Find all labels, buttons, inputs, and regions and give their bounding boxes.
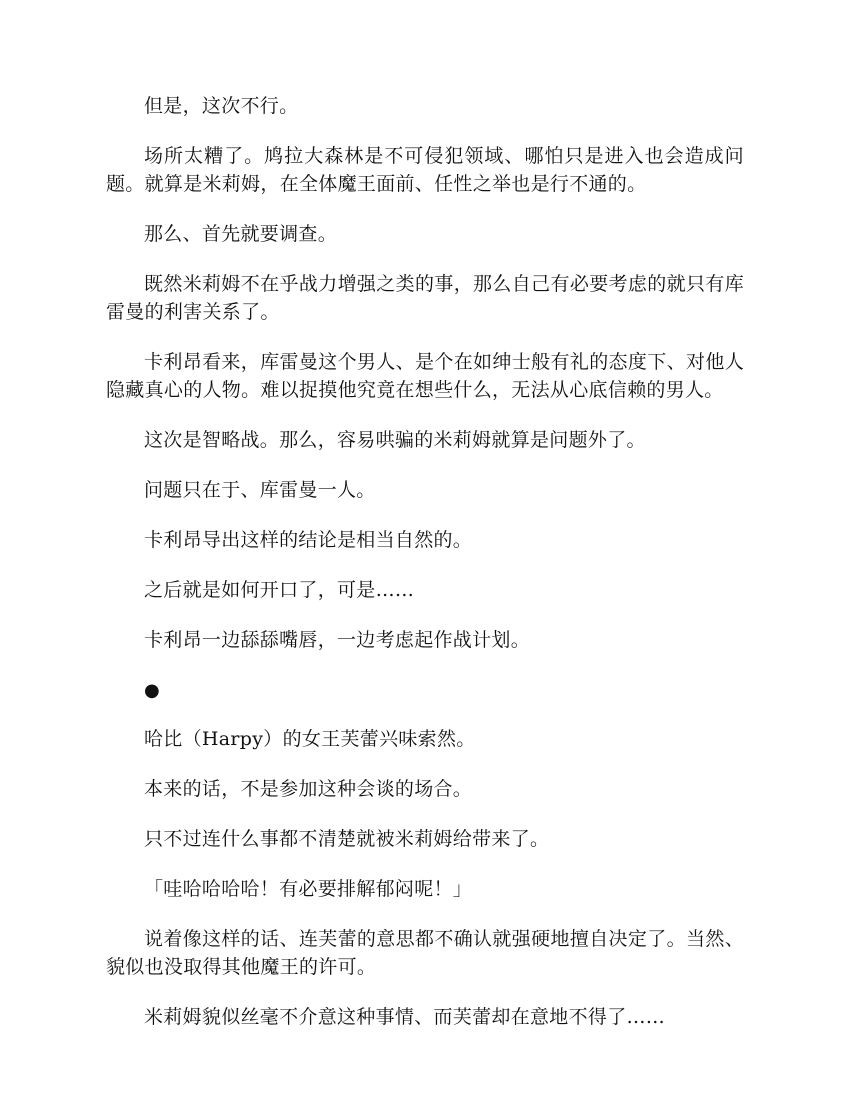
paragraph-4: 既然米莉姆不在乎战力增强之类的事，那么自己有必要考虑的就只有库雷曼的利害关系了。 <box>106 273 744 323</box>
paragraph-2: 场所太糟了。鸠拉大森林是不可侵犯领域、哪怕只是进入也会造成问题。就算是米莉姆，在全体魔王面前、任性之举也是行不通的。 <box>106 145 744 195</box>
paragraph-6: 这次是智略战。那么，容易哄骗的米莉姆就算是问题外了。 <box>144 429 646 451</box>
paragraph-15: 说着像这样的话、连芙蕾的意思都不确认就强硬地擅自决定了。当然、貌似也没取得其他魔王的许可。 <box>106 928 744 978</box>
paragraph-12: 本来的话，不是参加这种会谈的场合。 <box>144 778 473 800</box>
paragraph-7: 问题只在于、库雷曼一人。 <box>144 479 376 501</box>
paragraph-10: 卡利昂一边舔舔嘴唇，一边考虑起作战计划。 <box>144 629 531 651</box>
paragraph-16: 米莉姆貌似丝毫不介意这种事情、而芙蕾却在意地不得了…… <box>144 1006 666 1028</box>
paragraph-3: 那么、首先就要调查。 <box>144 223 338 245</box>
paragraph-11: 哈比（Harpy）的女王芙蕾兴味索然。 <box>144 728 476 750</box>
paragraph-14: 「哇哈哈哈哈！有必要排解郁闷呢！」 <box>144 878 473 900</box>
paragraph-13: 只不过连什么事都不清楚就被米莉姆给带来了。 <box>144 828 550 850</box>
paragraph-8: 卡利昂导出这样的结论是相当自然的。 <box>144 529 473 551</box>
bullet-icon: ● <box>144 680 161 701</box>
paragraph-5: 卡利昂看来，库雷曼这个男人、是个在如绅士般有礼的态度下、对他人隐藏真心的人物。难以捉摸他究竟在想些什么，无法从心底信赖的男人。 <box>106 351 744 401</box>
paragraph-1: 但是，这次不行。 <box>144 95 299 117</box>
section-break-bullet <box>106 676 744 705</box>
paragraph-9: 之后就是如何开口了，可是…… <box>144 579 415 601</box>
